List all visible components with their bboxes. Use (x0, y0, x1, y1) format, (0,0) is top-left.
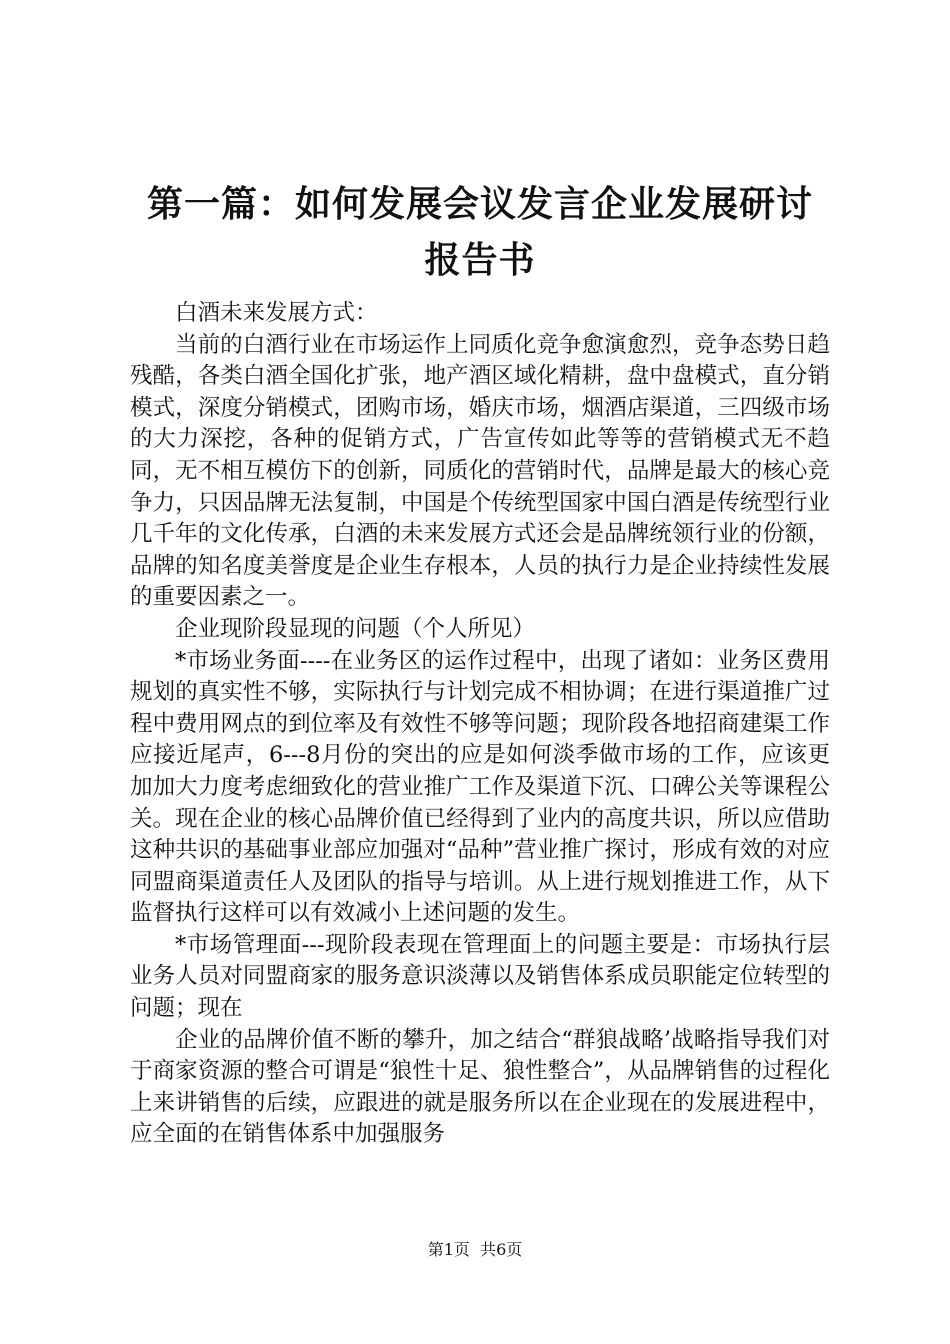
paragraph-market-management: *市场管理面---现阶段表现在管理面上的问题主要是：市场执行层业务人员对同盟商家的服务意识淡薄以及销售体系成员职能定位转型的问题；现在 (130, 931, 830, 1022)
paragraph-section-heading-future: 白酒未来发展方式： (175, 300, 378, 326)
paragraph-section-heading-problems: 企业现阶段显现的问题（个人所见） (175, 615, 536, 642)
paragraph-industry-overview: 当前的白酒行业在市场运作上同质化竞争愈演愈烈，竞争态势日趋残酷，各类白酒全国化扩张，地产酒区域化精耕，盘中盘模式，直分销模式，深度分销模式，团购市场，婚庆市场，烟酒店渠道，三四级市场的大力深挖，各种的促销方式，广告宣传如此等等的营销模式无不趋同，无不相互模仿下的创新，同质化的营销时代，品牌是最大的核心竞争力，只因品牌无法复制，中国是个传统型国家中国白酒是传统型行业几千年的文化传承，白酒的未来发展方式还会是品牌统领行业的份额，品牌的知名度美誉度是企业生存根本，人员的执行力是企业持续性发展的重要因素之一。 (130, 331, 830, 611)
paragraph-market-business: *市场业务面----在业务区的运作过程中，出现了诸如：业务区费用规划的真实性不够，实际执行与计划完成不相协调；在进行渠道推广过程中费用网点的到位率及有效性不够等问题；现阶段各地招商建渠工作应接近尾声，6---8月份的突出的应是如何淡季做市场的工作，应该更加加大力度考虑细致化的营业推广工作及渠道下沉、口碑公关等课程公关。现在企业的核心品牌价值已经得到了业内的高度共识，所以应借助这种共识的基础事业部应加强对“品种”营业推广探讨，形成有效的对应同盟商渠道责任人及团队的指导与培训。从上进行规划推进工作，从下监督执行这样可以有效减小上述问题的发生。 (130, 647, 830, 927)
document-title: 第一篇：如何发展会议发言企业发展研讨报告书 (146, 183, 813, 281)
paragraph-brand-value: 企业的品牌价值不断的攀升，加之结合“群狼战略’战略指导我们对于商家资源的整合可谓是“狼性十足、狼性整合”，从品牌销售的过程化上来讲销售的后续，应跟进的就是服务所以在企业现在的发展进程中，应全面的在销售体系中加强服务 (130, 1026, 830, 1148)
document-body (130, 298, 830, 1151)
page-number: 第1页 共6页 (427, 1240, 523, 1259)
page-footer (0, 1240, 950, 1260)
